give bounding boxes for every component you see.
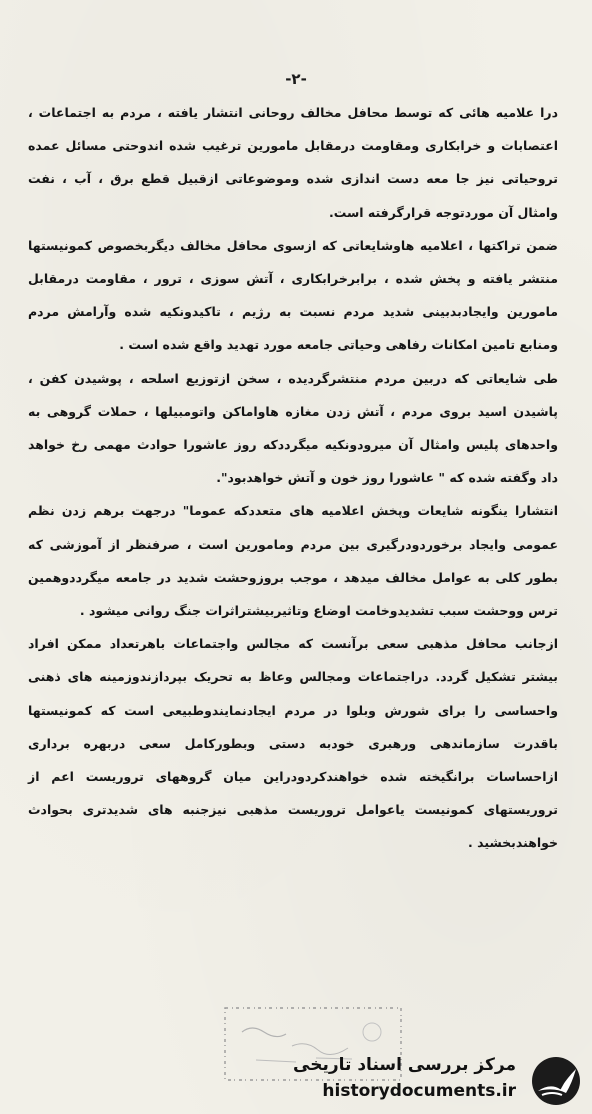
paragraph-1: درا علامیه هائی که توسط محافل مخالف روحانی انتشار یافته ، مردم به اجتماعات ، اعتصابات و خرابکاری ومقاومت درمقابل مامورین ترغیب شده اندوحتی مسائل عمده تروحیاتی نیز جا معه دست اندازی شده وموضوعاتی ازقبیل قطع برق ، آب ، نفت وامثال آن موردتوجه قرارگرفته است. [28, 105, 558, 220]
paragraph-3: طی شایعاتی که دربین مردم منتشرگردیده ، سخن ازتوزیع اسلحه ، پوشیدن کفن ، پاشیدن اسید بروی مردم ، آتش زدن مغازه هاواماکن واتومبیلها ، حملات گروهی به واحدهای پلیس وامثال آن میرودونکیه میگرددکه روز عاشورا حوادث مهمی رخ خواهد داد وگفته شده که " عاشورا روز خون و آتش خواهدبود". [28, 370, 558, 486]
paragraph-4: انتشارا ینگونه شایعات وپخش اعلامیه های متعددکه عموما" درجهت برهم زدن نظم عمومی وایجاد برخوردودرگیری بین مردم ومامورین است ، صرفنظر از آموزشی که بطور کلی به عوامل مخالف میدهد ، موجب بروزوحشت شدید در جامعه میگرددوهمین ترس ووحشت سبب تشدیدوخامت اوضاع وتاثیربیشتراثرات جنگ روانی میشود . [28, 503, 558, 619]
paragraph-2: ضمن تراکتها ، اعلامیه هاوشایعاتی که ازسوی محافل مخالف دیگربخصوص کمونیستها منتشر یافته و پخش شده ، برابرخرابکاری ، آتش سوزی ، ترور ، مقاومت درمقابل مامورین وایجادبدبینی شدید مردم نسبت به رژیم ، تاکیدونکیه شده وآرامش مردم ومنابع تامین امکانات رفاهی وحیاتی جامعه مورد تهدید واقع شده است . [28, 237, 558, 353]
document-body [28, 96, 558, 860]
paragraph-5: ازجانب محافل مذهبی سعی برآنست که مجالس واجتماعات باهرتعداد ممکن افراد بیشتر تشکیل گردد. دراجتماعات ومجالس وعاظ به تحریک بپردازندوزمینه های ذهنی واحساسی را برای شورش وبلوا در مردم ایجادنمایندوطبیعی است که کمونیستها باقدرت سازماندهی ورهبری خودبه دستی وبطورکامل سعی دربهره برداری ازاحساسات برانگیخته شده خواهندکردودراین میان گروههای تروریست اعم از تروریستهای کمونیست یاعوامل تروریست مذهبی نیزجنبه های شدیدتری بحوادث خواهندبخشید . [28, 636, 558, 851]
watermark-url: historydocuments.ir [322, 1081, 516, 1101]
book-quill-logo-icon [526, 1055, 582, 1107]
watermark-title: مرکز بررسی اسناد تاریخی [293, 1055, 516, 1075]
watermark-logo [10, 1053, 582, 1108]
page-number: -۲- [285, 70, 307, 88]
